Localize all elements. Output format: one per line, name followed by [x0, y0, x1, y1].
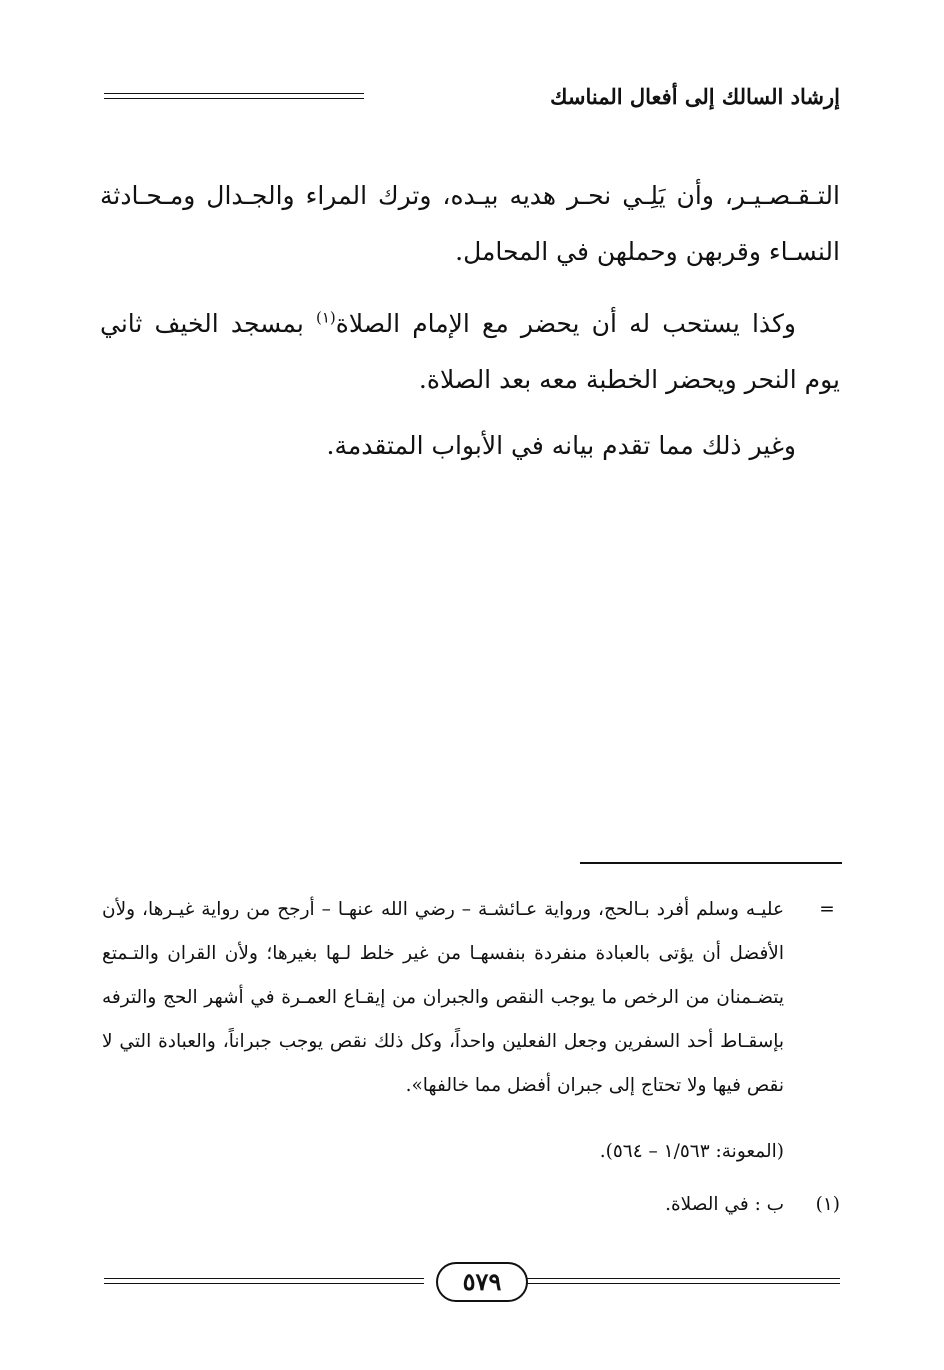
header-rule	[104, 93, 364, 99]
footnote-continuation-text: عليـه وسلم أفرد بـالحج، ورواية عـائشـة – رضي الله عنهـا – أرجح من رواية غيـرها، ولأن الأفضل أن يؤتى بالعبادة منفردة بنفسهـا من غير خلط لـها بغيرها؛ ولأن القران والتـمتع يتضـمنان من الرخص ما يوجب النقص والجبران من إيقـاع العمـرة في أشهر الحج والترفه بإسقـاط أحد السفرين وجعل الفعلين واحداً، وكل ذلك نقص يوجب جبراناً، والعبادة التي لا نقص فيها ولا تحتاج إلى جبران أفضل مما خالفها».	[102, 899, 784, 1096]
footer-rule-right	[520, 1278, 840, 1284]
footnote-source: (المعونة: ١/٥٦٣ – ٥٦٤).	[599, 1141, 784, 1162]
footnote-reference-1: (١)	[315, 308, 336, 327]
footnote-1-text: ب : في الصلاة.	[665, 1194, 785, 1215]
footnote-1	[665, 1194, 840, 1215]
paragraph-2-text-start: وكذا يستحب له أن يحضر مع الإمام الصلاة	[335, 309, 797, 338]
body-paragraph-2	[100, 296, 840, 408]
page-number: ٥٧٩	[436, 1262, 528, 1302]
footnote-separator	[580, 862, 842, 864]
running-header-title: إرشاد السالك إلى أفعال المناسك	[550, 84, 840, 109]
footnote-1-number: (١)	[815, 1194, 840, 1215]
body-paragraph-1: التـقـصـيـر، وأن يَلِـي نحـر هديه بيـده، وترك المراء والجـدال ومـحـادثة النسـاء وقربهن وحملهن في المحامل.	[100, 181, 840, 266]
paragraph-2-text-end: بمسجد الخيف ثاني يوم النحر ويحضر الخطبة معه بعد الصلاة.	[100, 309, 840, 394]
body-paragraph-3: وغير ذلك مما تقدم بيانه في الأبواب المتقدمة.	[326, 431, 796, 460]
continuation-mark: =	[819, 899, 835, 920]
footnote-continuation	[102, 888, 840, 1108]
footer-rule-left	[104, 1278, 424, 1284]
